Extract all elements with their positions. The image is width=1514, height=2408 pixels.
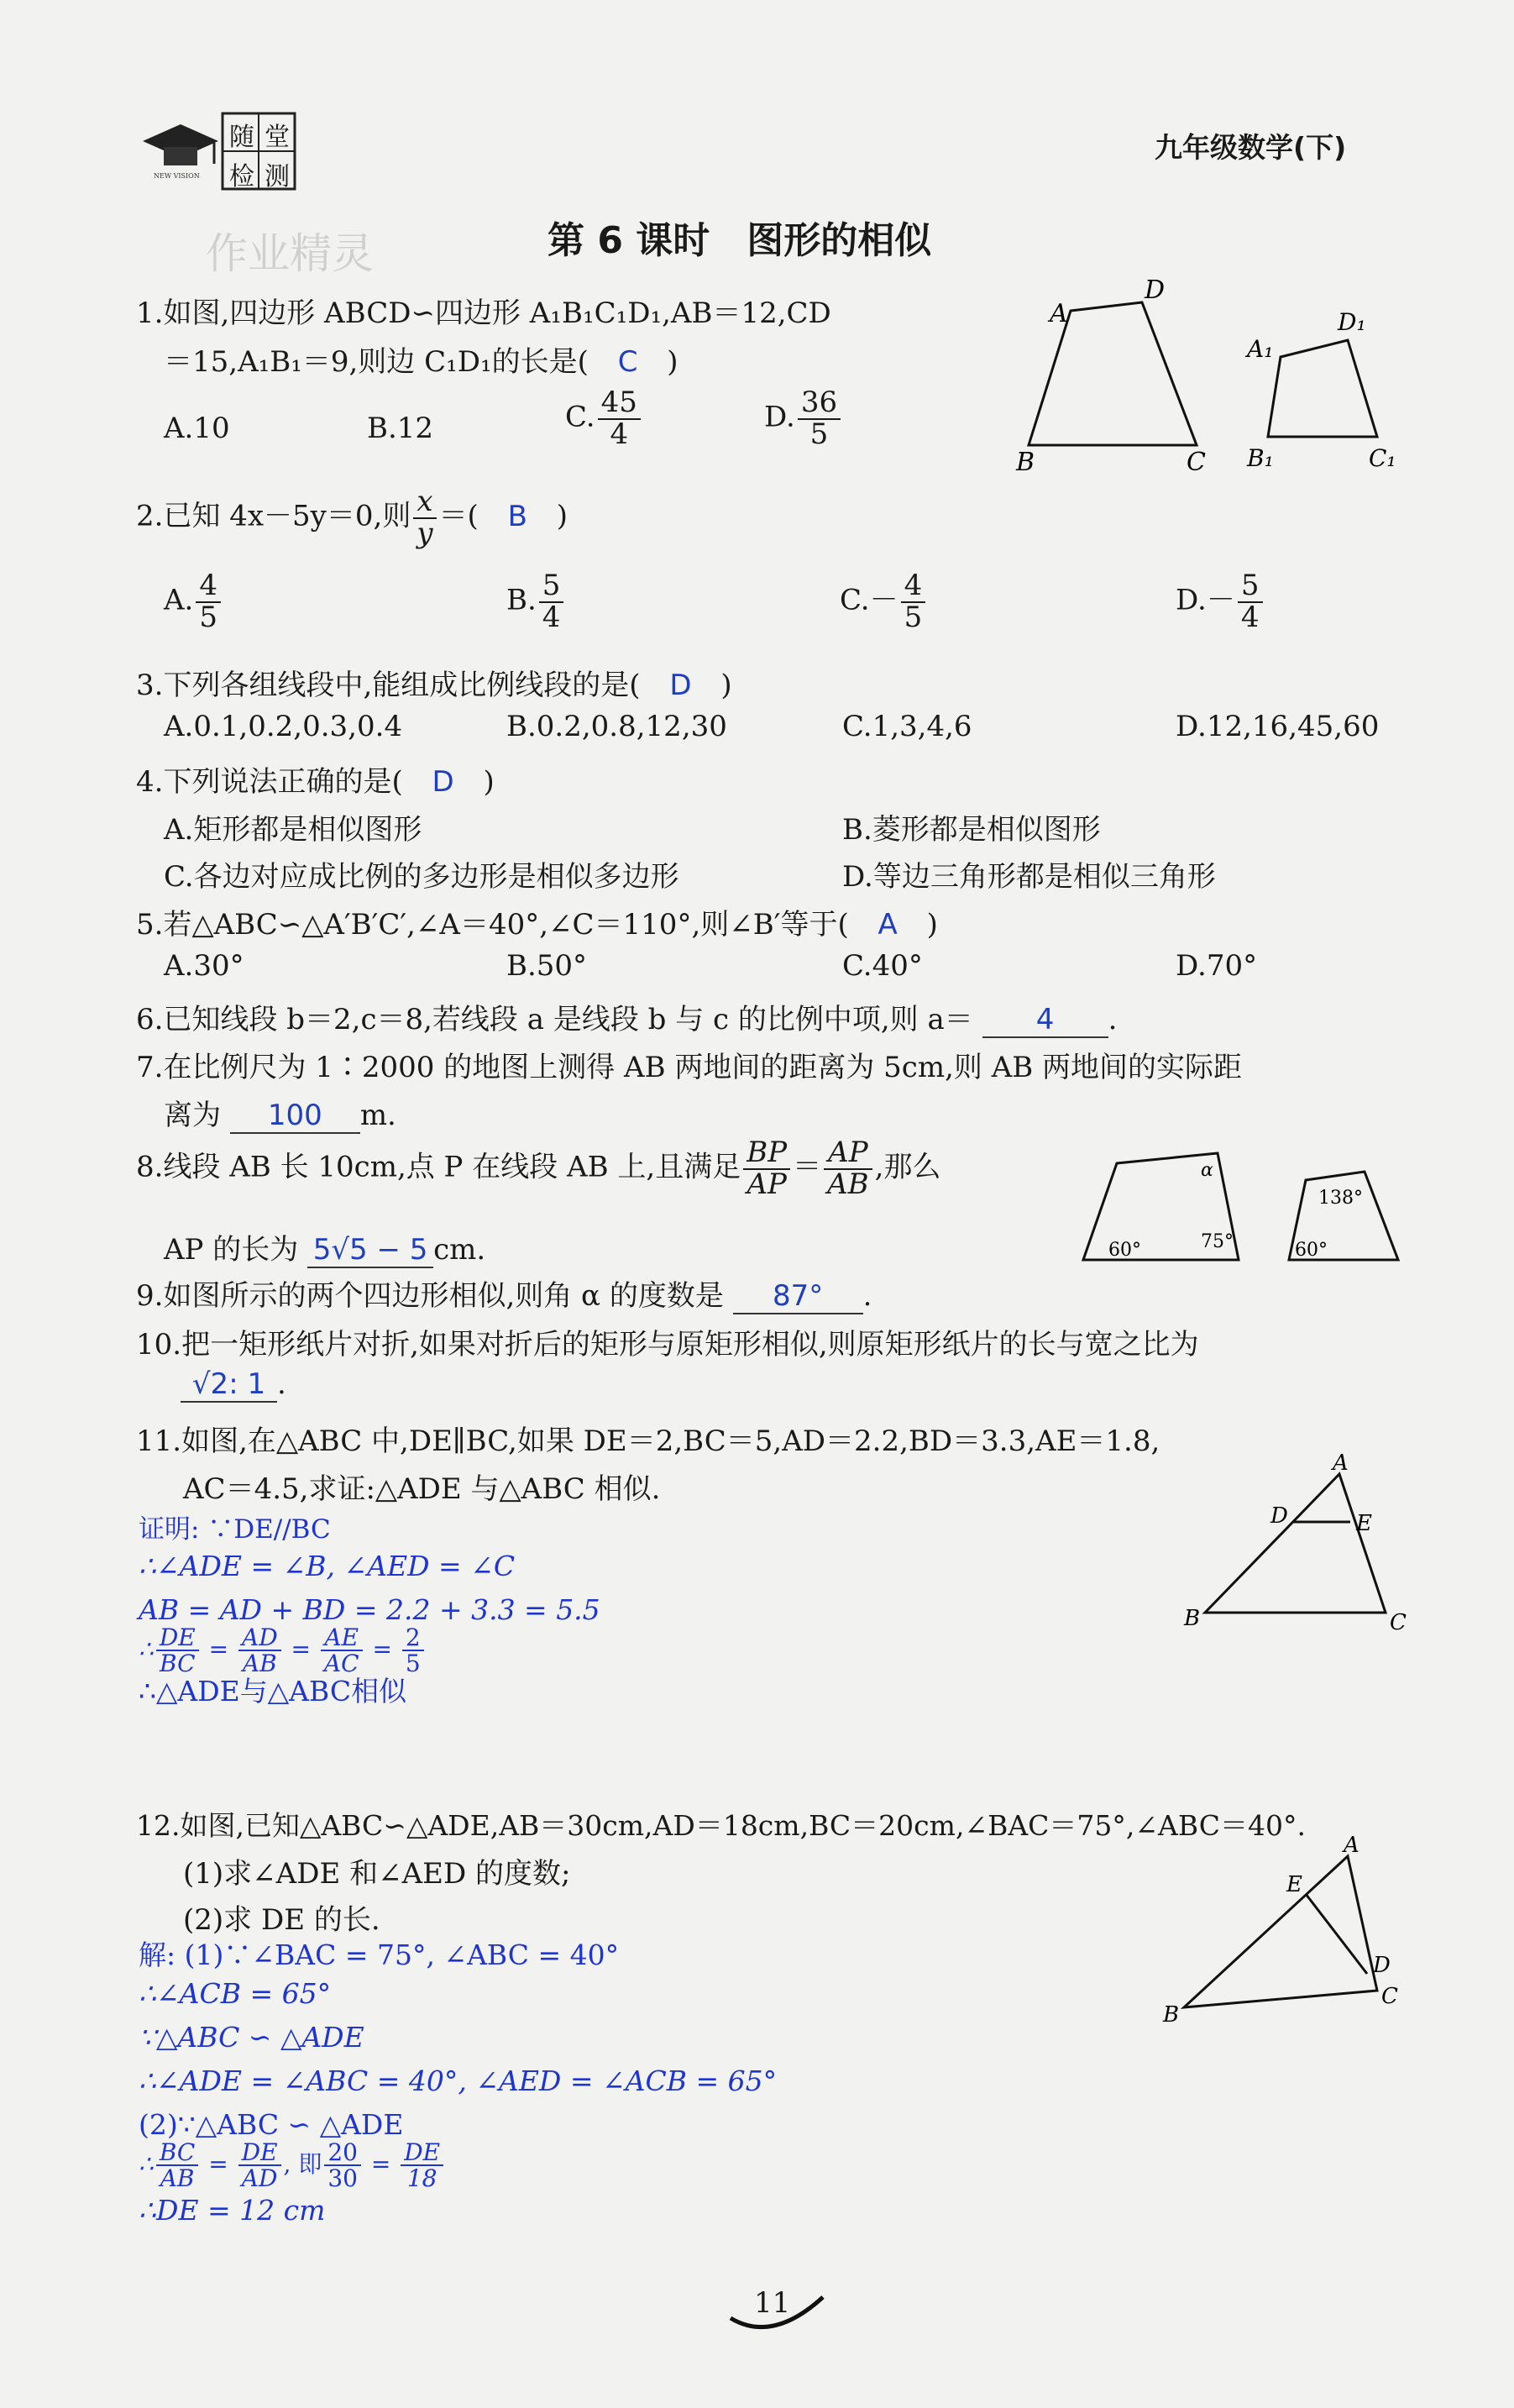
- q10-line2: [181, 1367, 286, 1403]
- q1-fig-label: C₁: [1369, 444, 1396, 472]
- q1-optc-fraction: [598, 388, 641, 449]
- q12-fig-label: B: [1163, 2002, 1180, 2028]
- q4-option-d: D.等边三角形都是相似三角形: [842, 860, 1216, 894]
- logo-cell: 随: [229, 123, 254, 152]
- q12-fig-label: E: [1286, 1872, 1302, 1897]
- q2-stem: [136, 487, 568, 548]
- frac-den: 4: [1240, 600, 1260, 634]
- frac-den: AB: [242, 1650, 277, 1678]
- frac-den: 5: [809, 417, 829, 451]
- frac-num: 4: [196, 571, 221, 603]
- q6-text: 6.已知线段 b＝2,c＝8,若线段 a 是线段 b 与 c 的比例中项,则 a＝: [136, 1003, 973, 1036]
- q11-solution-conclusion: ∴△ADE与△ABC相似: [139, 1675, 407, 1708]
- q11-fig-label: A: [1333, 1453, 1349, 1476]
- q6: [136, 996, 1117, 1038]
- frac-den: 5: [405, 1650, 421, 1678]
- fraction: [901, 571, 926, 632]
- q11-solution-line: ∴∠ADE = ∠B, ∠AED = ∠C: [139, 1550, 516, 1582]
- q8-fig-label: α: [1201, 1160, 1213, 1181]
- prefix: A.: [164, 583, 194, 617]
- logo-cell: 堂: [265, 123, 290, 152]
- frac-num: 45: [598, 388, 641, 420]
- prefix: D.－: [1176, 583, 1235, 617]
- q3-option-d: D.12,16,45,60: [1176, 710, 1380, 743]
- q8-answer: 5√5 − 5: [307, 1233, 433, 1268]
- frac-num: DE: [401, 2140, 443, 2166]
- q12-solution-ratio: ∴ $\frac{BC}{AB}$ = $\frac{DE}{AD}$ , 即 $\frac{20}{30}$ = $\frac{DE}{18}$: [139, 2140, 446, 2191]
- q1-fig-label: B₁: [1247, 444, 1274, 472]
- frac-num: DE: [156, 1625, 199, 1651]
- q8-line2-post: cm.: [433, 1233, 486, 1267]
- q8-figure: [1075, 1146, 1411, 1268]
- q7-line1: 7.在比例尺为 1∶2000 的地图上测得 AB 两地间的距离为 5cm,则 AB 两地间的实际距: [136, 1051, 1243, 1084]
- q10-answer: √2: 1: [181, 1367, 277, 1403]
- q7-answer: 100: [230, 1099, 360, 1134]
- frac-den: 18: [406, 2164, 437, 2193]
- q12-solution-final: ∴DE = 12 cm: [139, 2194, 326, 2227]
- q9-answer: 87°: [733, 1279, 863, 1314]
- q8-fraction-1: [743, 1138, 790, 1199]
- logo-cell: 测: [265, 162, 290, 191]
- q12-solution-line: ∴∠ADE = ∠ABC = 40°, ∠AED = ∠ACB = 65°: [139, 2064, 778, 2097]
- therefore: ∴: [139, 2149, 154, 2178]
- q1-fig-label: D: [1145, 275, 1166, 305]
- fraction: [402, 1625, 424, 1676]
- q11-solution-ratio: ∴ $\frac{DE}{BC}$ = $\frac{AD}{AB}$ = $\frac{AE}{AC}$ = $\frac{2}{5}$: [139, 1625, 427, 1676]
- q1-option-c: [565, 388, 643, 449]
- q1-optd-fraction: [798, 388, 841, 449]
- lesson-title: 第 6 课时 图形的相似: [547, 219, 932, 262]
- frac-den: 5: [904, 600, 923, 634]
- q12-solution-line: ∵△ABC ∽ △ADE: [139, 2021, 364, 2054]
- q8-text: 8.线段 AB 长 10cm,点 P 在线段 AB 上,且满足: [136, 1150, 741, 1184]
- q11-solution-line: 证明: ∵DE//BC: [139, 1514, 331, 1545]
- q2-text: 2.已知 4x－5y＝0,则: [136, 499, 411, 533]
- prefix: C.－: [840, 583, 898, 617]
- frac-den: 5: [199, 600, 218, 634]
- q8-fig-label: 75°: [1201, 1231, 1234, 1252]
- q8-line1: [136, 1138, 940, 1199]
- book-title: 九年级数学(下): [1155, 131, 1347, 164]
- q5-option-c: C.40°: [842, 949, 923, 983]
- q7-text: 离为: [164, 1099, 221, 1132]
- fraction: [156, 2140, 199, 2191]
- q2-fraction: [413, 487, 436, 548]
- q9-text: 9.如图所示的两个四边形相似,则角 α 的度数是: [136, 1279, 724, 1313]
- q4-stem: [136, 758, 495, 800]
- q8-fig-label: 60°: [1108, 1240, 1141, 1261]
- q12-solution-line: (2)∵△ABC ∽ △ADE: [139, 2108, 404, 2141]
- frac-den: AB: [160, 2164, 195, 2193]
- q6-post: .: [1108, 1003, 1118, 1036]
- q3-option-a: A.0.1,0.2,0.3,0.4: [164, 710, 403, 743]
- q2-answer: B: [507, 499, 527, 533]
- frac-den: 30: [327, 2164, 358, 2193]
- q2-mid: ＝(: [438, 499, 479, 533]
- q12-line3: (2)求 DE 的长.: [183, 1903, 380, 1937]
- frac-num: 4: [901, 571, 926, 603]
- q2-post: ): [556, 499, 568, 533]
- q4-text: 4.下列说法正确的是(: [136, 765, 403, 799]
- frac-den: BC: [160, 1650, 196, 1678]
- q11-solution-line: AB = AD + BD = 2.2 + 3.3 = 5.5: [139, 1593, 600, 1626]
- q1-answer: C: [617, 345, 638, 379]
- q12-figure: [1142, 1835, 1419, 2028]
- q12-fig-label: A: [1344, 1835, 1359, 1858]
- frac-num: DE: [238, 2140, 281, 2166]
- q4-post: ): [483, 765, 495, 799]
- q1-fig-label: C: [1187, 448, 1206, 477]
- frac-den: 4: [542, 600, 561, 634]
- q12-fig-label: C: [1381, 1984, 1398, 2009]
- q4-option-a: A.矩形都是相似图形: [164, 813, 422, 847]
- q7-post: m.: [359, 1099, 396, 1132]
- q12-fig-label: D: [1373, 1953, 1391, 1978]
- q3-option-b: B.0.2,0.8,12,30: [506, 710, 727, 743]
- q2-option-a: [164, 571, 223, 632]
- q4-option-c: C.各边对应成比例的多边形是相似多边形: [164, 860, 679, 894]
- q6-answer: 4: [982, 1003, 1108, 1038]
- fraction: [324, 2140, 361, 2191]
- q7-line2: [164, 1092, 396, 1134]
- q4-answer: D: [432, 765, 454, 799]
- q11-line1: 11.如图,在△ABC 中,DE∥BC,如果 DE＝2,BC＝5,AD＝2.2,BD＝3.3,AE＝1.8,: [136, 1424, 1160, 1458]
- q8-fraction-2: [824, 1138, 872, 1199]
- q3-option-c: C.1,3,4,6: [842, 710, 972, 743]
- q10-post: .: [277, 1367, 286, 1401]
- q11-fig-label: E: [1356, 1511, 1372, 1536]
- q2-option-d: [1176, 571, 1265, 632]
- fraction: [1238, 571, 1263, 632]
- q5-text: 5.若△ABC∽△A′B′C′,∠A＝40°,∠C＝110°,则∠B′等于(: [136, 908, 849, 942]
- page-number-badge: [722, 2285, 831, 2335]
- q11-fig-label: D: [1270, 1503, 1288, 1529]
- fraction: [321, 1625, 363, 1676]
- equals: ＝: [793, 1150, 822, 1184]
- q9-post: .: [862, 1279, 872, 1313]
- q11-fig-label: B: [1184, 1606, 1201, 1631]
- fraction: [401, 2140, 443, 2191]
- therefore: ∴: [139, 1634, 154, 1663]
- q1-line1: 1.如图,四边形 ABCD∽四边形 A₁B₁C₁D₁,AB＝12,CD: [136, 296, 831, 330]
- q5-post: ): [926, 908, 938, 942]
- frac-num: x: [413, 487, 436, 519]
- frac-den: AC: [323, 1650, 359, 1678]
- q1-line2-post: ): [667, 345, 678, 379]
- q5-option-d: D.70°: [1176, 949, 1258, 983]
- prefix: B.: [506, 583, 537, 617]
- q5-option-b: B.50°: [506, 949, 588, 983]
- page-number: 11: [754, 2286, 791, 2320]
- q10-line1: 10.把一矩形纸片对折,如果对折后的矩形与原矩形相似,则原矩形纸片的长与宽之比为: [136, 1328, 1199, 1361]
- header-logo: [139, 109, 298, 193]
- fraction: [238, 2140, 281, 2191]
- frac-num: AD: [238, 1625, 281, 1651]
- q8-line2-text: AP 的长为: [164, 1233, 299, 1267]
- frac-num: BC: [156, 2140, 199, 2166]
- q5-option-a: A.30°: [164, 949, 244, 983]
- fraction: [539, 571, 564, 632]
- fraction: [156, 1625, 199, 1676]
- q1-option-b: B.12: [367, 412, 434, 445]
- q3-answer: D: [669, 669, 692, 702]
- frac-den: AB: [827, 1167, 869, 1201]
- q1-fig-label: D₁: [1338, 308, 1366, 336]
- frac-den: AD: [241, 2164, 278, 2193]
- q12-solution-line: 解: (1)∵∠BAC = 75°, ∠ABC = 40°: [139, 1938, 620, 1971]
- q8-fig-label: 60°: [1295, 1240, 1328, 1261]
- q8-fig-label: 138°: [1318, 1188, 1363, 1209]
- namely: , 即: [283, 2149, 322, 2178]
- logo-cell: 检: [229, 162, 254, 191]
- q11-figure: [1180, 1453, 1415, 1638]
- svg-text:NEW VISION: NEW VISION: [154, 172, 200, 180]
- q12-line1: 12.如图,已知△ABC∽△ADE,AB＝30cm,AD＝18cm,BC＝20cm,∠BAC＝75°,∠ABC＝40°.: [136, 1809, 1306, 1842]
- frac-num: 5: [1238, 571, 1263, 603]
- q2-option-c: [840, 571, 928, 632]
- frac-den: 4: [610, 417, 629, 451]
- q1-option-a: A.10: [164, 412, 230, 445]
- q8-line2: [164, 1226, 485, 1268]
- q1-fig-label: A₁: [1247, 335, 1274, 363]
- frac-den: AP: [747, 1167, 787, 1201]
- q12-solution-line: ∴∠ACB = 65°: [139, 1977, 332, 2010]
- q3-stem: [136, 662, 732, 703]
- frac-num: 36: [798, 388, 841, 420]
- q11-line2: AC＝4.5,求证:△ADE 与△ABC 相似.: [183, 1472, 661, 1506]
- watermark: 作业精灵: [206, 229, 374, 278]
- q5-answer: A: [877, 908, 898, 942]
- q9: [136, 1272, 872, 1314]
- q3-post: ): [720, 669, 732, 702]
- q1-line2-text: ＝15,A₁B₁＝9,则边 C₁D₁的长是(: [164, 345, 589, 379]
- q1-optd-prefix: D.: [764, 400, 795, 434]
- frac-num: BP: [743, 1138, 790, 1170]
- frac-num: 5: [539, 571, 564, 603]
- q1-optc-prefix: C.: [565, 400, 595, 434]
- q1-fig-label: B: [1016, 448, 1035, 477]
- fraction: [196, 571, 221, 632]
- q1-figure: [1003, 273, 1415, 479]
- q11-fig-label: C: [1390, 1610, 1407, 1635]
- q2-option-b: [506, 571, 566, 632]
- frac-num: AE: [321, 1625, 363, 1651]
- frac-num: 20: [324, 2140, 361, 2166]
- q1-line2: [164, 338, 678, 380]
- q4-option-b: B.菱形都是相似图形: [842, 813, 1101, 847]
- fraction: [238, 1625, 281, 1676]
- q1-option-d: [764, 388, 843, 449]
- frac-num: AP: [824, 1138, 872, 1170]
- q12-line2: (1)求∠ADE 和∠AED 的度数;: [183, 1857, 571, 1891]
- q5-stem: [136, 901, 938, 942]
- frac-num: 2: [402, 1625, 424, 1651]
- q3-text: 3.下列各组线段中,能组成比例线段的是(: [136, 669, 641, 702]
- frac-den: y: [416, 516, 433, 550]
- q1-fig-label: A: [1050, 299, 1068, 328]
- q8-post: ,那么: [874, 1150, 941, 1184]
